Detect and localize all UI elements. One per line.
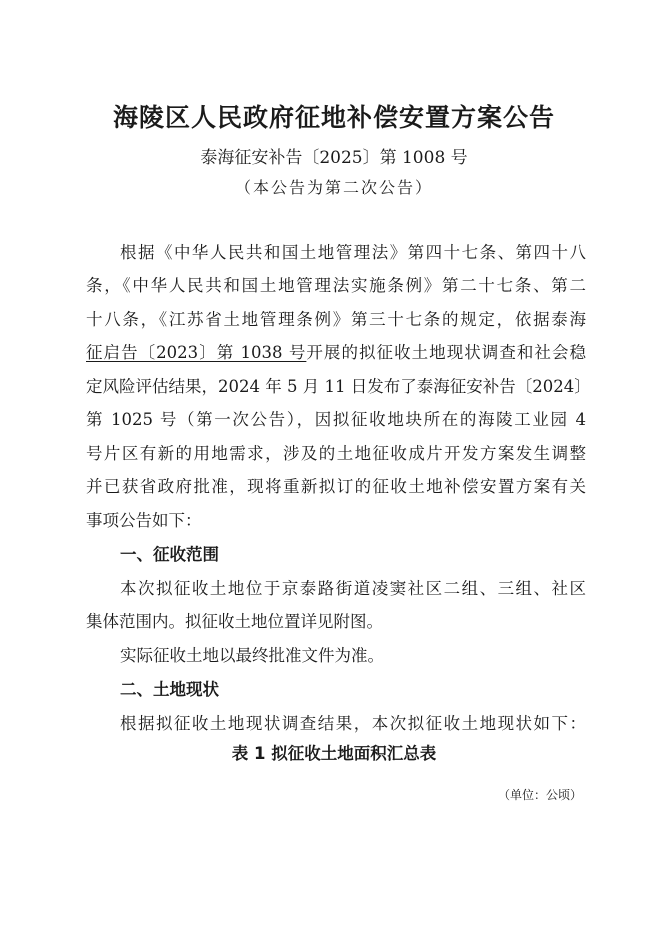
body-line: 号片区有新的用地需求，涉及的土地征收成片开发方案发生调整 xyxy=(86,444,586,463)
page-title: 海陵区人民政府征地补偿安置方案公告 xyxy=(112,103,555,132)
section-heading: 二、土地现状 xyxy=(120,680,219,699)
body-line: 集体范围内。拟征收土地位置详见附图。 xyxy=(86,612,383,631)
body-line: 事项公告如下： xyxy=(86,511,202,530)
body-line xyxy=(86,338,586,368)
table-title: 表 1 拟征收土地面积汇总表 xyxy=(231,744,437,763)
body-line: 第 1025 号（第一次公告），因拟征收地块所在的海陵工业园 4 xyxy=(86,410,586,429)
body-line: 根据拟征收土地现状调查结果，本次拟征收土地现状如下： xyxy=(120,714,586,733)
referenced-document-link[interactable]: 征启告〔2023〕第 1038 号 xyxy=(86,343,307,362)
section-heading: 一、征收范围 xyxy=(120,545,219,564)
body-line: 定风险评估结果，2024 年 5 月 11 日发布了泰海征安补告〔2024〕 xyxy=(86,377,591,396)
notice-label: （本公告为第二次公告） xyxy=(234,178,433,197)
body-line: 十八条，《江苏省土地管理条例》第三十七条的规定，依据泰海 xyxy=(86,310,586,329)
body-line: 根据《中华人民共和国土地管理法》第四十七条、第四十八 xyxy=(120,243,586,262)
table-unit: （单位：公顷） xyxy=(497,788,582,802)
body-line: 条，《中华人民共和国土地管理法实施条例》第二十七条、第二 xyxy=(86,276,586,295)
body-line: 并已获省政府批准，现将重新拟订的征收土地补偿安置方案有关 xyxy=(86,477,586,496)
body-text: 开展的拟征收土地现状调查和社会稳 xyxy=(306,343,587,362)
body-line: 本次拟征收土地位于京泰路街道凌窦社区二组、三组、社区 xyxy=(120,579,586,598)
document-number: 泰海征安补告〔2025〕第 1008 号 xyxy=(200,148,468,168)
body-line: 实际征收土地以最终批准文件为准。 xyxy=(120,646,384,665)
